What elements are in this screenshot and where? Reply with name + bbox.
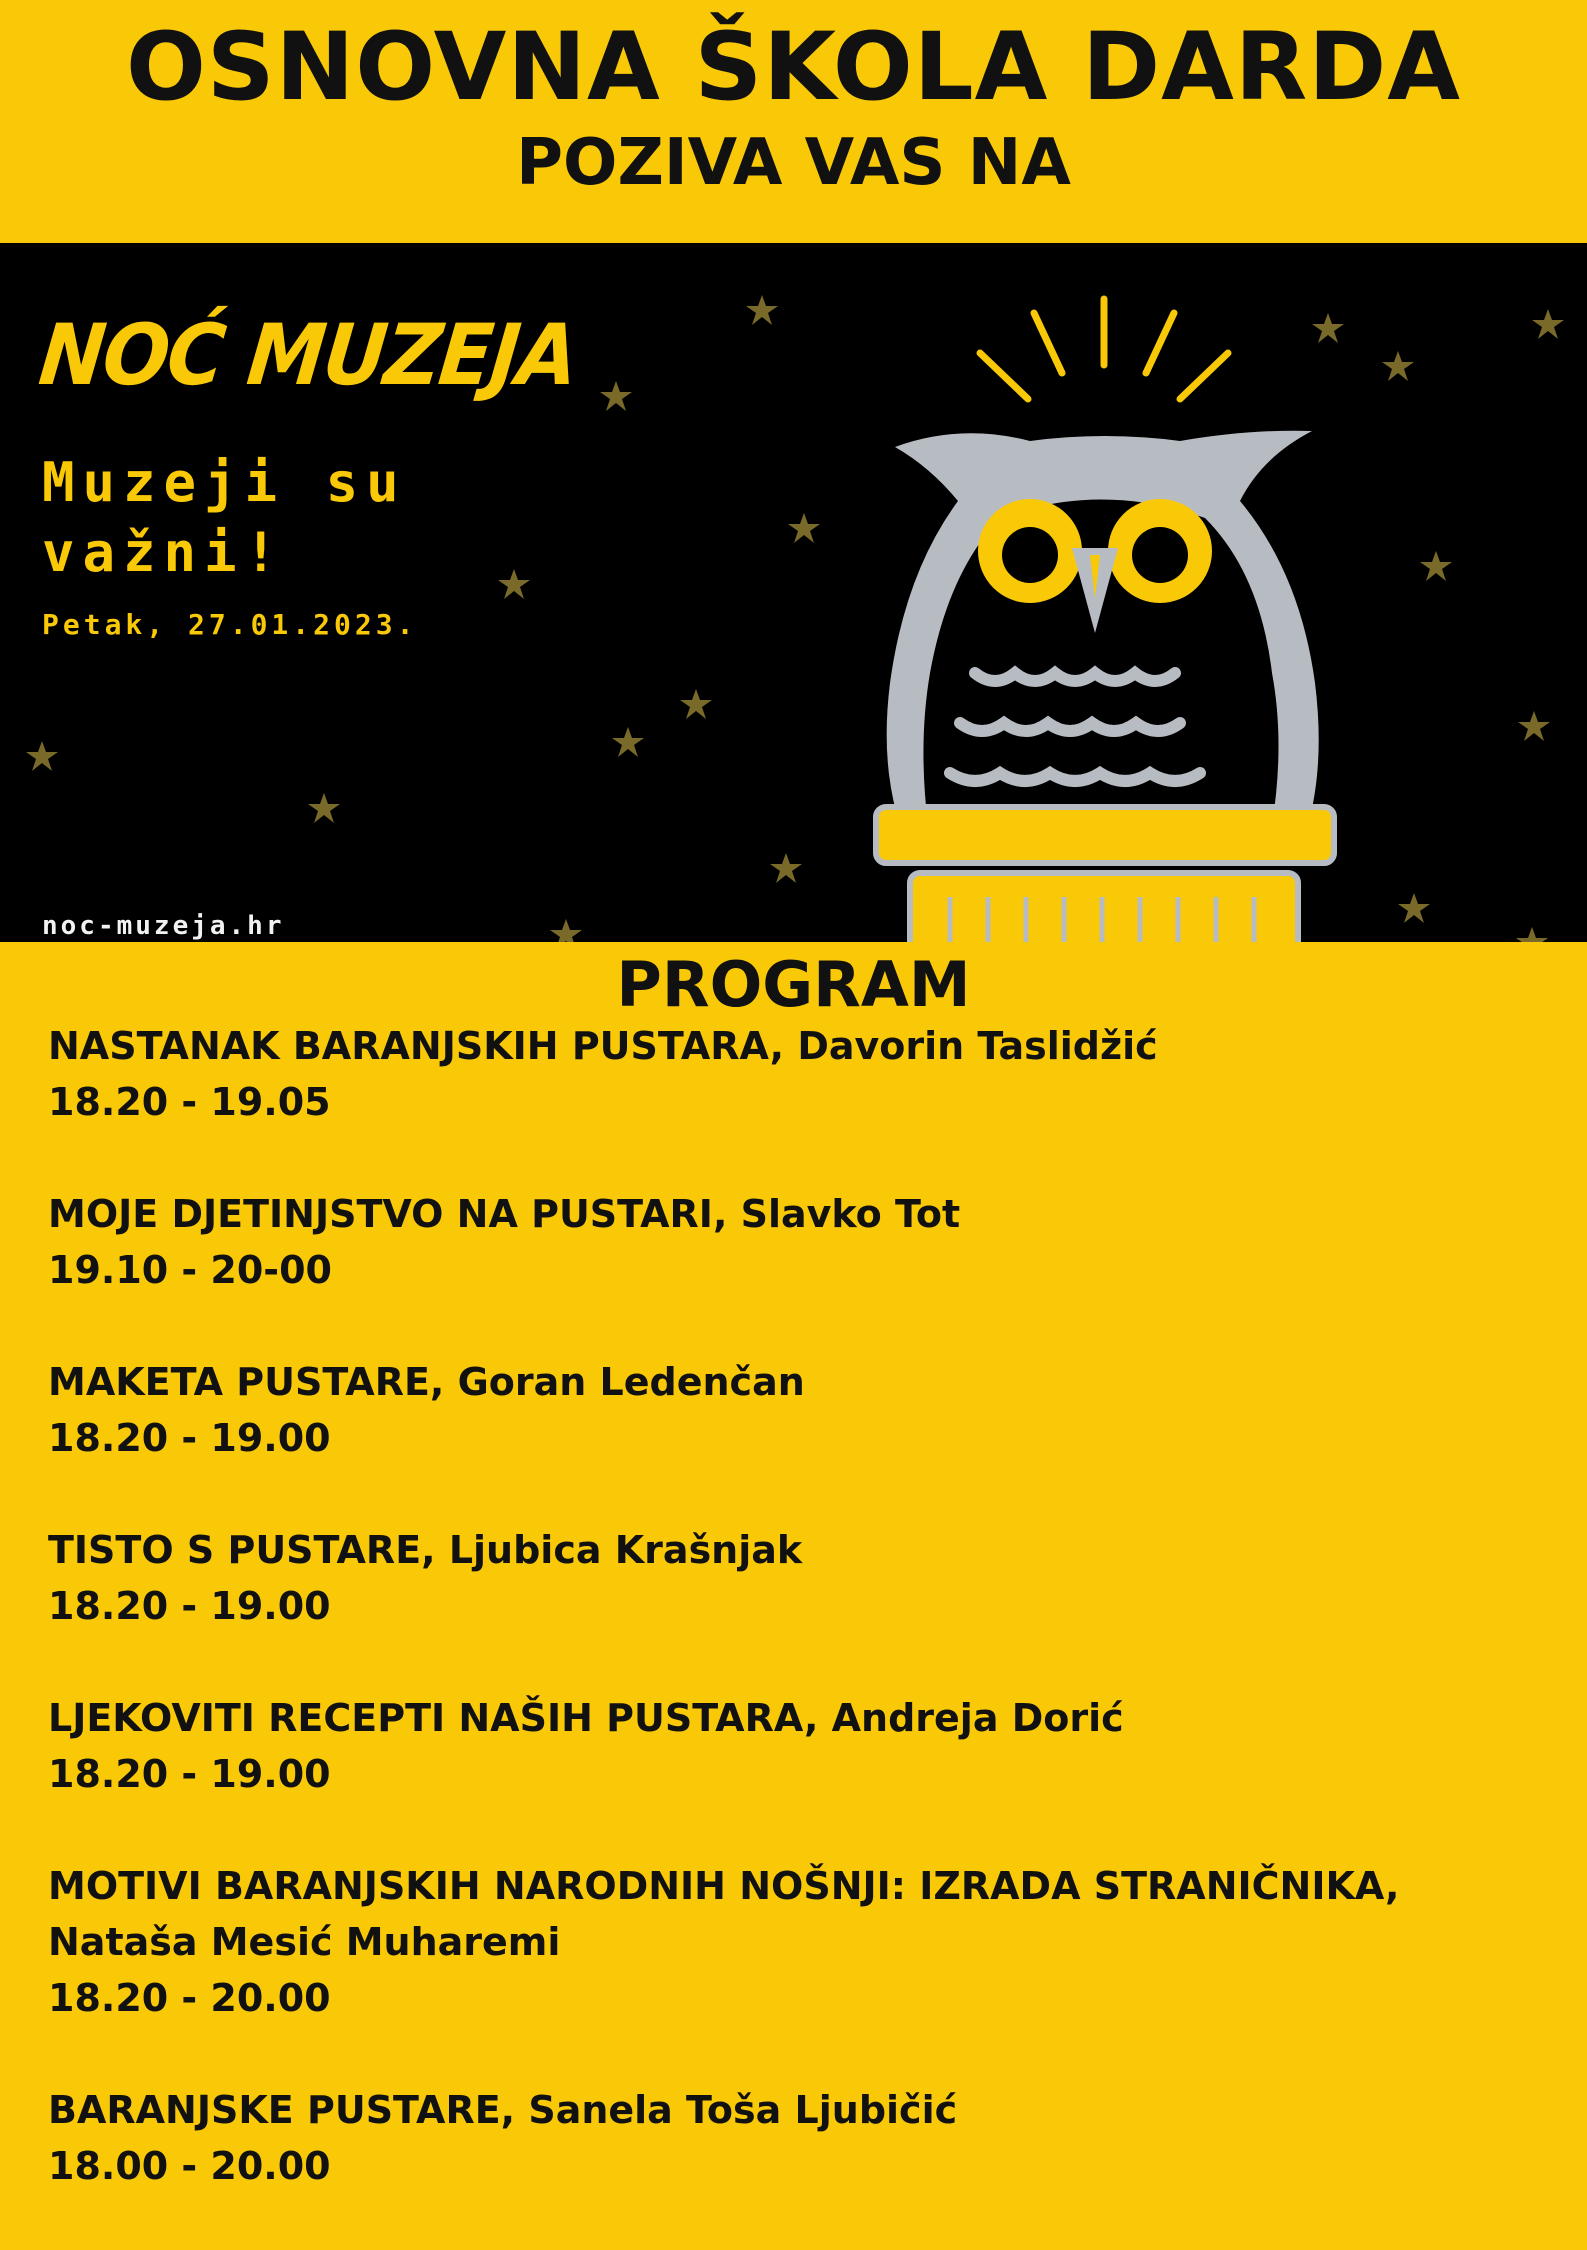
program-item-title: BARANJSKE PUSTARE, Sanela Toša Ljubičić: [48, 2088, 958, 2132]
program-list: [48, 1018, 1548, 2250]
program-item-title: LJEKOVITI RECEPTI NAŠIH PUSTARA, Andreja Dorić: [48, 1696, 1124, 1740]
program-item: [48, 1018, 1548, 1130]
owl-icon: [887, 431, 1319, 825]
program-item: [48, 1186, 1548, 1298]
school-name: OSNOVNA ŠKOLA DARDA: [125, 13, 1462, 122]
program-title: PROGRAM: [616, 948, 971, 1021]
star-icon: [550, 919, 582, 942]
star-icon: [1398, 893, 1430, 923]
header: [0, 0, 1587, 243]
program-item-title: NASTANAK BARANJSKIH PUSTARA, Davorin Taslidžić: [48, 1024, 1158, 1068]
star-icon: [680, 689, 712, 719]
program-item: [48, 2082, 1548, 2194]
program-item-time: 18.20 - 19.00: [48, 1416, 331, 1460]
star-icon: [26, 741, 58, 771]
program-item-time: 18.20 - 19.00: [48, 1752, 331, 1796]
program-item: [48, 1522, 1548, 1634]
star-icon: [1312, 313, 1344, 343]
noc-muzeja-logo: NOĆ MUZEJA: [34, 307, 582, 405]
program-item-title: TISTO S PUSTARE, Ljubica Krašnjak: [48, 1528, 803, 1572]
star-icon: [1518, 711, 1550, 741]
star-icon: [746, 295, 778, 325]
program-item-title: MOTIVI BARANJSKIH NARODNIH NOŠNJI: IZRADA STRANIČNIKA, Nataša Mesić Muharemi: [48, 1864, 1400, 1964]
program-item-time: 18.20 - 19.00: [48, 1584, 331, 1628]
star-icon: [1532, 309, 1564, 339]
star-icon: [770, 853, 802, 883]
star-icon: [308, 793, 340, 823]
star-icon: [788, 513, 820, 543]
pedestal-icon: [876, 807, 1334, 942]
light-rays: [980, 299, 1228, 399]
program-item-time: 18.00 - 20.00: [48, 2144, 331, 2188]
star-icon: [498, 569, 530, 599]
program-item-title: MOJE DJETINJSTVO NA PUSTARI, Slavko Tot: [48, 1192, 961, 1236]
banner-tagline: Muzeji su važni!: [42, 451, 407, 584]
star-icon: [600, 381, 632, 411]
star-icon: [612, 727, 644, 757]
program-item: [48, 1690, 1548, 1802]
star-icon: [1420, 551, 1452, 581]
program-item-time: 18.20 - 19.05: [48, 1080, 331, 1124]
star-icon: [1516, 927, 1548, 942]
program-item-time: 18.20 - 20.00: [48, 1976, 331, 2020]
invite-text: POZIVA VAS NA: [516, 126, 1071, 200]
program-item: [48, 1354, 1548, 1466]
event-date: Petak, 27.01.2023.: [42, 608, 418, 641]
website-link[interactable]: noc-muzeja.hr: [42, 911, 285, 941]
program-item: [48, 1858, 1548, 2026]
program-item-time: 19.10 - 20-00: [48, 1248, 332, 1292]
event-banner: [0, 243, 1587, 942]
star-icon: [1382, 351, 1414, 381]
program-item-title: MAKETA PUSTARE, Goran Ledenčan: [48, 1360, 805, 1404]
